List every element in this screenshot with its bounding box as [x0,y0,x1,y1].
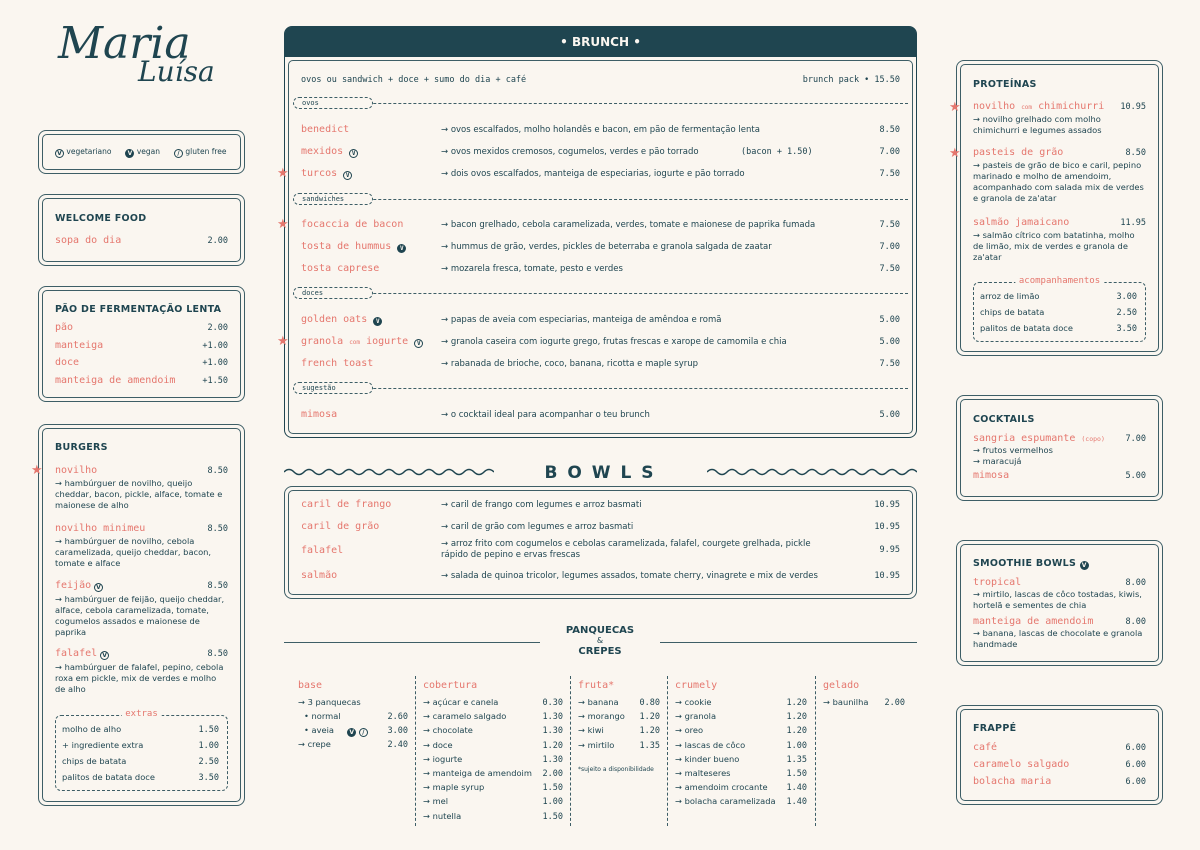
menu-item: french toast → rabanada de brioche, coco, banana, ricotta e maple syrup 7.50 [301,358,900,369]
menu-item: novilho minimeu 8.50 → hambúrguer de novilho, cebola caramelizada, queijo cheddar, bacon, tomate e alface [55,523,228,568]
option-item: → baunilha 2.00 [823,697,905,708]
menu-item [55,235,228,246]
option-item: → oreo 1.20 [675,725,807,737]
star-icon: ★ [949,100,961,115]
legend-vegetarian: vegetariano [66,147,112,156]
menu-item: tropical 8.00 → mirtilo, lascas de côco tostadas, kiwis, hortelã e sementes de chia [973,577,1146,610]
section-title: PROTEÍNAS [973,79,1037,90]
menu-item: feijão V 8.50 → hambúrguer de feijão, queijo cheddar, alface, cebola caramelizada, tomate, cogumelos assados e maionese de paprika [55,580,228,637]
pancakes-fruta-column: fruta* → banana 0.80 → morango 1.20 → kiwi 1.20 → mirtilo 1.35 *sujeito a disponibilidade [578,680,660,773]
logo-line1: Maria [58,18,191,69]
vegetarian-icon: V [94,583,103,592]
menu-item: granola com iogurte V → granola caseira com iogurte grego, frutas frescas e xarope de camomila e chia 5.00 [301,336,900,347]
option-item: → 3 panquecas [298,697,361,707]
pack-desc: ovos ou sandwich + doce + sumo do dia + café [301,75,527,85]
option-item: → açúcar e canela 0.30 [423,697,563,708]
side-item: palitos de batata doce 3.50 [980,323,1137,334]
menu-item: sangria espumante (copo) 7.00 → frutos vermelhos → maracujá [973,433,1146,466]
menu-item: manteiga de amendoim +1.50 [55,374,228,386]
extra-item: molho de alho 1.50 [62,724,219,735]
option-item: → iogurte 1.30 [423,753,563,765]
menu-item: bolacha maria 6.00 [973,776,1146,787]
option-item: → manteiga de amendoim 2.00 [423,767,563,779]
menu-item: manteiga de amendoim 8.00 → banana, lascas de chocolate e granola handmade [973,616,1146,649]
fruta-note: *sujeito a disponibilidade [578,765,654,773]
menu-item: tosta caprese → mozarela fresca, tomate, pesto e verdes 7.50 [301,263,900,274]
option-item: • aveia V / 3.00 [304,725,408,736]
extra-item: + ingrediente extra 1.00 [62,740,219,751]
section-title: FRAPPÉ [973,723,1017,734]
option-item: → nutella 1.50 [423,810,563,822]
gluten-free-icon: / [174,149,183,158]
option-item: → morango 1.20 [578,711,660,723]
vegan-icon: V [125,149,134,158]
section-title: SMOOTHIE BOWLS V [973,558,1089,570]
menu-item: mimosa → o cocktail ideal para acompanhar o teu brunch 5.00 [301,409,900,420]
brunch-box [277,26,917,438]
logo [58,18,248,102]
logo-line2: Luísa [138,55,215,88]
smoothie-box [956,540,1163,666]
bread-box [38,286,245,402]
category-tag: sugestão [293,382,373,394]
option-item: → caramelo salgado 1.30 [423,711,563,723]
menu-item: falafel → arroz frito com cogumelos e cebolas caramelizada, falafel, courgete grelhada, pickle rápido de pepino e ervas frescas 9.95 [301,539,900,560]
option-item: → chocolate 1.30 [423,725,563,737]
section-title: BURGERS [55,442,108,453]
extra-item: chips de batata 2.50 [62,756,219,767]
option-item: → mel 1.00 [423,796,563,808]
option-item: → cookie 1.20 [675,697,807,708]
pancakes-title: PANQUECAS & CREPES [540,624,660,658]
menu-item: pasteis de grão 8.50 → pasteis de grão de bico e caril, pepino marinado e molho de amendoim, acompanhado com salada mix de verdes e granola de za'atar [973,147,1146,203]
bowls-box [284,486,917,599]
vegan-icon: V [1080,561,1089,570]
bowls-title: B O W L S [544,463,656,483]
pancakes-base-column: base → 3 panquecas • normal 2.60 • aveia V / 3.00 → crepe 2.40 [298,680,408,753]
star-icon: ★ [277,334,289,349]
vegan-icon: V [347,728,356,737]
pancakes-cobertura-column: cobertura → açúcar e canela 0.30 → caramelo salgado 1.30 → chocolate 1.30 → doce 1.20 → iogurte 1.30 → manteiga de amendoim 2.00 → maple syrup 1.50 → mel 1.00 → nutella 1.50 [423,680,563,825]
cocktails-box [956,395,1163,501]
menu-item: caril de frango → caril de frango com legumes e arroz basmati 10.95 [301,499,900,510]
option-item: → lascas de côco 1.00 [675,739,807,751]
extra-item: palitos de batata doce 3.50 [62,772,219,783]
vegetarian-icon: V [55,149,64,158]
star-icon: ★ [277,166,289,181]
brunch-pack [301,75,900,85]
side-item: arroz de limão 3.00 [980,291,1137,302]
menu-item: focaccia de bacon → bacon grelhado, cebola caramelizada, verdes, tomate e maionese de paprika fumada 7.50 [301,219,900,230]
vegetarian-icon: V [349,149,358,158]
gluten-free-icon: / [359,728,368,737]
vegan-icon: V [397,244,406,253]
pancakes-crumely-column: crumely → cookie 1.20 → granola 1.20 → oreo 1.20 → lascas de côco 1.00 → kinder bueno 1.35 → malteseres 1.50 → amendoim crocante 1.40 → bolacha caramelizada 1.40 [675,680,807,811]
menu-item: novilho 8.50 → hambúrguer de novilho, queijo cheddar, bacon, pickle, alface, tomate e maionese de alho [55,465,228,510]
item-name: sopa do dia [55,235,122,246]
menu-item: café 6.00 [973,742,1146,753]
section-title: PÃO DE FERMENTAÇÃO LENTA [55,304,222,315]
menu-item: mexidos V → ovos mexidos cremosos, cogumelos, verdes e pão torrado (bacon + 1.50) 7.00 [301,146,900,157]
legend-vegan: vegan [136,147,161,156]
menu-item: tosta de hummus V → hummus de grão, verdes, pickles de beterraba e granola salgada de zaatar 7.00 [301,241,900,252]
category-tag: ovos [293,97,373,109]
option-item: • normal 2.60 [304,711,408,722]
extras-title: extras [121,709,162,719]
option-item: → banana 0.80 [578,697,660,708]
menu-item: mimosa 5.00 [973,470,1146,481]
diet-legend [38,130,245,174]
menu-item: manteiga +1.00 [55,339,228,351]
extras-box [55,709,228,791]
vegetarian-icon: V [343,171,352,180]
wave-divider-left [284,466,494,478]
category-tag: doces [293,287,373,299]
vegetarian-icon: V [100,651,109,660]
menu-item: caril de grão → caril de grão com legumes e arroz basmati 10.95 [301,521,900,532]
vegetarian-icon: V [414,339,423,348]
item-price: 2.00 [207,236,228,246]
section-title: WELCOME FOOD [55,213,147,224]
menu-item: benedict → ovos escalfados, molho holandês e bacon, em pão de fermentação lenta 8.50 [301,124,900,135]
welcome-food-box [38,194,245,266]
star-icon: ★ [31,463,43,478]
menu-item: doce +1.00 [55,357,228,368]
brunch-header: • BRUNCH • [285,27,916,57]
menu-item: salmão jamaicano 11.95 → salmão cítrico com batatinha, molho de limão, mix de verdes e granola de za'atar [973,217,1146,262]
star-icon: ★ [277,217,289,232]
acompanhamentos-title: acompanhamentos [1015,276,1104,286]
star-icon: ★ [949,146,961,161]
menu-item: salmão → salada de quinoa tricolor, legumes assados, tomate cherry, vinagrete e mix de verdes 10.95 [301,570,900,581]
category-tag: sandwiches [293,193,373,205]
option-item: → kiwi 1.20 [578,725,660,737]
option-item: → kinder bueno 1.35 [675,753,807,765]
menu-item: turcos V → dois ovos escalfados, manteiga de especiarias, iogurte e pão torrado 7.50 [301,168,900,179]
legend-gluten-free: gluten free [185,147,227,156]
menu-item: pão 2.00 [55,322,228,333]
option-item: → granola 1.20 [675,711,807,723]
vegan-icon: V [373,317,382,326]
proteinas-box [949,60,1163,356]
option-item: → malteseres 1.50 [675,767,807,779]
acompanhamentos-box [973,276,1146,342]
menu-item: falafel V 8.50 → hambúrguer de falafel, pepino, cebola roxa em pickle, mix de verdes e molho de alho [55,648,228,694]
wave-divider-right [707,466,917,478]
option-item: → maple syrup 1.50 [423,782,563,794]
option-item: → mirtilo 1.35 [578,739,660,751]
menu-item: novilho com chimichurri 10.95 → novilho grelhado com molho chimichurri e legumes assados [973,101,1146,135]
menu-item: golden oats V → papas de aveia com especiarias, manteiga de amêndoa e romã 5.00 [301,314,900,325]
burgers-box [31,424,245,806]
option-item: → crepe 2.40 [298,739,408,750]
option-item: → doce 1.20 [423,739,563,751]
section-title: COCKTAILS [973,414,1035,425]
option-item: → bolacha caramelizada 1.40 [675,796,807,808]
menu-item: caramelo salgado 6.00 [973,759,1146,770]
option-item: → amendoim crocante 1.40 [675,782,807,794]
side-item: chips de batata 2.50 [980,307,1137,318]
pancakes-gelado-column: gelado → baunilha 2.00 [823,680,905,711]
frappe-box [956,705,1163,805]
pack-price: brunch pack • 15.50 [802,75,900,85]
